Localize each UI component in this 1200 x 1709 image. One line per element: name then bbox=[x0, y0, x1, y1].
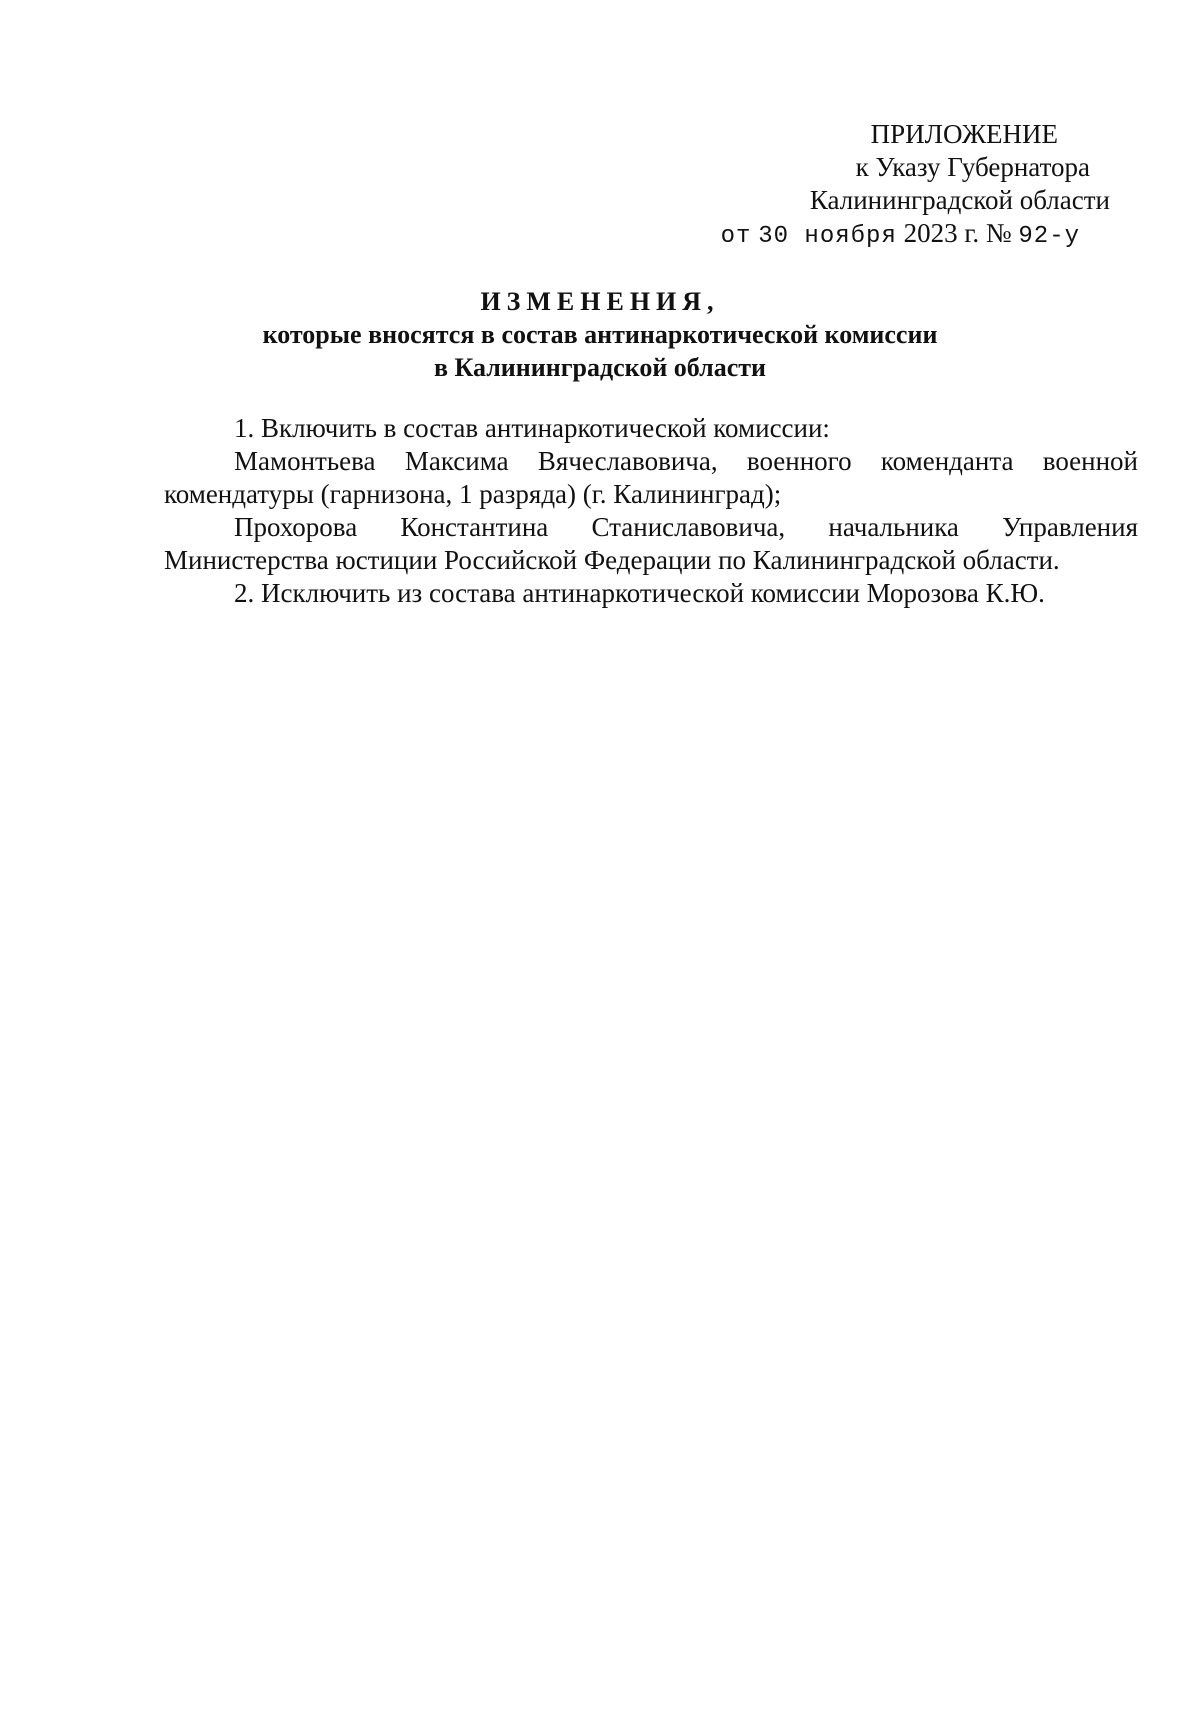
annex-line-decree: к Указу Губернатора bbox=[855, 152, 1090, 182]
heading-subtitle-1: которые вносятся в состав антинаркотической комиссии bbox=[262, 320, 938, 349]
decree-number: 92-у bbox=[1018, 223, 1080, 250]
annex-date-line bbox=[650, 217, 1110, 253]
heading-title: ИЗМЕНЕНИЯ, bbox=[480, 287, 720, 316]
annex-block bbox=[650, 118, 1110, 253]
paragraph-member-prokhorov: Прохорова Константина Станиславовича, начальника Управления Министерства юстиции Российской Федерации по Калининградской области. bbox=[164, 512, 1138, 575]
document-heading bbox=[150, 285, 1050, 384]
document-body bbox=[164, 412, 1138, 610]
annex-title: ПРИЛОЖЕНИЕ bbox=[870, 119, 1058, 149]
date-prefix: от bbox=[720, 223, 752, 250]
annex-line-region: Калининградской области bbox=[809, 185, 1110, 215]
paragraph-include: 1. Включить в состав антинаркотической комиссии: bbox=[234, 413, 830, 443]
heading-subtitle-2: в Калининградской области bbox=[433, 353, 767, 382]
date-year: 2023 г. № bbox=[903, 218, 1012, 248]
paragraph-member-mamontyev: Мамонтьева Максима Вячеславовича, военного коменданта военной комендатуры (гарнизона, 1 разряда) (г. Калининград); bbox=[164, 446, 1138, 509]
date-day-month: 30 ноября bbox=[758, 223, 897, 250]
paragraph-exclude: 2. Исключить из состава антинаркотической комиссии Морозова К.Ю. bbox=[234, 578, 1045, 608]
